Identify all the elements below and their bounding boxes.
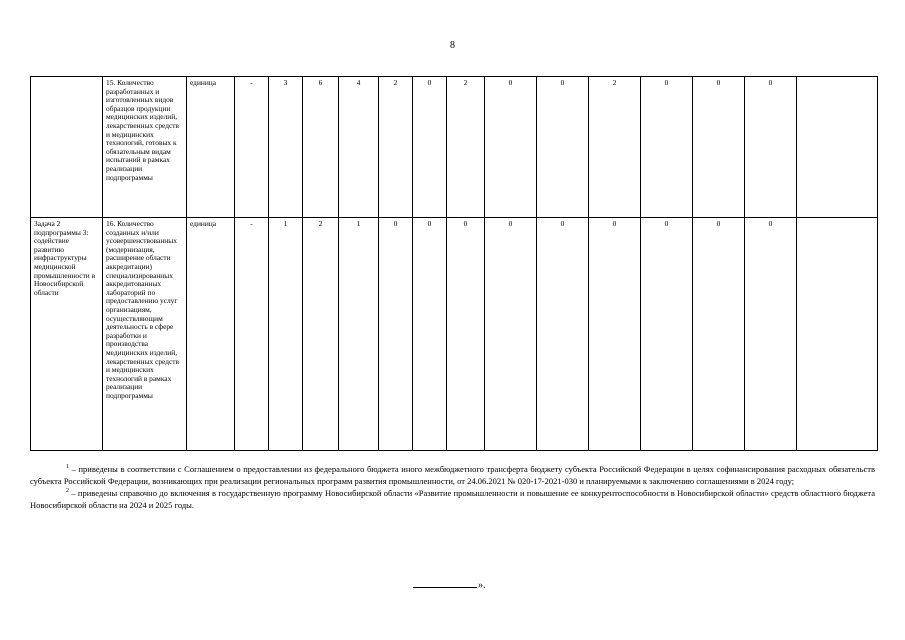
footnote-marker: 2: [66, 488, 69, 494]
value-cell: 0: [447, 218, 485, 451]
footnote-1: [30, 463, 875, 487]
task-cell: [31, 77, 103, 218]
indicator-cell: 15. Количество разработанных и изготовленных видов образцов продукции медицинских изделий, лекарственных средств и медицинских технологий, готовых к обязательным видам испытаний в рамках реализации подпрограммы: [103, 77, 187, 218]
closing-signature-line: [413, 578, 486, 591]
table-row: [31, 77, 878, 218]
value-cell: 0: [413, 218, 447, 451]
value-cell: 0: [693, 218, 745, 451]
table-row: [31, 218, 878, 451]
page-number: 8: [450, 40, 455, 51]
footnote-2: [30, 487, 875, 511]
value-cell: 0: [589, 218, 641, 451]
unit-cell: единица: [187, 218, 235, 451]
value-cell: 0: [693, 77, 745, 218]
value-cell: 2: [303, 218, 339, 451]
value-cell: 0: [379, 218, 413, 451]
value-cell: 0: [413, 77, 447, 218]
value-cell: [797, 77, 878, 218]
footnote-marker: 1: [66, 464, 69, 470]
value-cell: 0: [745, 77, 797, 218]
value-cell: -: [235, 77, 269, 218]
value-cell: 0: [485, 218, 537, 451]
value-cell: 6: [303, 77, 339, 218]
value-cell: 3: [269, 77, 303, 218]
value-cell: 4: [339, 77, 379, 218]
blank-line: [413, 578, 477, 588]
value-cell: -: [235, 218, 269, 451]
value-cell: 1: [339, 218, 379, 451]
value-cell: [797, 218, 878, 451]
value-cell: 2: [379, 77, 413, 218]
footnotes: [30, 463, 875, 511]
value-cell: 2: [447, 77, 485, 218]
footnote-text: – приведены справочно до включения в государственную программу Новосибирской области «Развитие промышленности и повышение ее конкурентоспособности в Новосибирской области» средств областного бюджета Новосибирской области на 2024 и 2025 годы.: [30, 488, 875, 510]
value-cell: 0: [745, 218, 797, 451]
value-cell: 1: [269, 218, 303, 451]
unit-cell: единица: [187, 77, 235, 218]
value-cell: 2: [589, 77, 641, 218]
closing-quote: ».: [478, 580, 486, 591]
footnote-text: – приведены в соответствии с Соглашением о предоставлении из федерального бюджета иного межбюджетного трансферта бюджету субъекта Российской Федерации в целях софинансирования расходных обязательств субъекта Российской Федерации, возникающих при реализации региональных программ развития промышленности, от 24.06.2021 № 020-17-2021-030 и планируемыми к заключению соглашениями в 2024 году;: [30, 464, 875, 486]
task-cell: Задача 2 подпрограммы 3: содействие развитию инфраструктуры медицинской промышленности в Новосибирской области: [31, 218, 103, 451]
indicators-table: [30, 76, 878, 451]
value-cell: 0: [485, 77, 537, 218]
indicator-cell: 16. Количество созданных и/или усовершенствованных (модернизация, расширение области аккредитации) специализированных аккредитованных лабораторий по предоставлению услуг организациям, осуществляющим деятельность в сфере разработки и производства медицинских изделий, лекарственных средств и медицинских технологий в рамках реализации подпрограммы: [103, 218, 187, 451]
value-cell: 0: [641, 218, 693, 451]
value-cell: 0: [641, 77, 693, 218]
value-cell: 0: [537, 218, 589, 451]
value-cell: 0: [537, 77, 589, 218]
